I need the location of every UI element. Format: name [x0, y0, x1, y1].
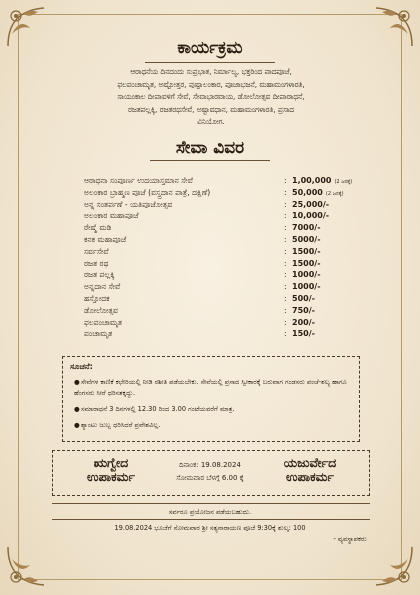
upakarma-label: ಉಪಾಕರ್ಮ — [286, 469, 334, 484]
seva-label: ಅಲಂಕಾರ ಬ್ರಾಹ್ಮಣ ಪೂಜೆ (ವಸ್ತ್ರದಾನ ಪಾತ್ರೆ, ದಕ್ಷಿಣೆ) — [84, 187, 211, 197]
upakarma-label: ಉಪಾಕರ್ಮ — [87, 469, 135, 484]
seva-amount-value: 1,00,000 — [292, 176, 332, 185]
yajurveda-upakarma — [262, 456, 358, 484]
seva-label: ಅನ್ನದಾನ ಸೇವೆ — [84, 282, 121, 292]
note-text: ಸಮಾರಾಧನೆ 3 ದಿನಗಳಲ್ಲಿ 12.30 ರಿಂದ 3.00 ಗಂಟೆಯವರೆಗೆ ಮಾತ್ರ. — [81, 405, 235, 413]
seva-label: ಅನ್ನ ಸಂತರ್ಪಣೆ - ಯತಿಪೂಜೋತ್ಸವ — [84, 199, 173, 209]
seva-row — [84, 246, 374, 258]
seva-label: ಕನಕ ಮಹಾಪೂಜೆ — [84, 235, 127, 244]
note-text: ಶ್ಯಾಂಟು ಜುಬ್ಬ ಧರಿಸಿದರೆ ಪ್ರವೇಶವಿಲ್ಲ. — [81, 421, 161, 429]
seva-note: (2 ಜನಕ್ಕೆ) — [325, 190, 344, 197]
seva-row — [84, 234, 374, 246]
seva-amount — [292, 269, 321, 281]
seva-amount-value: 7000/- — [292, 223, 321, 233]
seva-row — [84, 269, 374, 281]
corner-ornament-icon — [4, 543, 50, 589]
footer-divider — [52, 519, 370, 520]
seva-amount — [292, 293, 315, 305]
seva-label: ಪಂಚಾಮೃತ — [84, 329, 113, 339]
seva-amount-value: 1500/- — [292, 258, 321, 268]
seva-label: ಅಲಂಕಾರ ಮಹಾಪೂಜೆ — [84, 211, 139, 221]
seva-amount-value: 25,000/- — [292, 199, 330, 209]
upakarma-time: ಸೋಮವಾರ ಬೆಳಗ್ಗೆ 6.00 ಕ್ಕೆ — [176, 474, 244, 482]
footer-line: 19.08.2024 ಭೂಜೆಗೆ ಸೋಮವಾರ ಶ್ರೀ ಸತ್ಯನಾರಾಯಣ ಪೂಜೆ 9:30ಕ್ಕೆ ಶುಲ್ಕ: 100 — [114, 524, 306, 532]
colon-separator: : — [284, 199, 287, 209]
seva-row — [84, 222, 374, 234]
seva-amount-value: 500/- — [292, 294, 315, 303]
program-line: ವಿನಿಯೋಗ. — [197, 117, 225, 126]
seva-label: ರಜತ ಪಲ್ಲಕ್ಕಿ — [84, 270, 115, 280]
seva-row — [84, 328, 374, 340]
seva-label: ಫಲಪಂಚಾಮೃತ — [84, 317, 123, 327]
program-title: ಕಾರ್ಯಕ್ರಮ — [177, 38, 243, 58]
seva-amount — [292, 317, 315, 329]
seva-row — [84, 293, 374, 305]
colon-separator: : — [284, 211, 287, 221]
colon-separator: : — [284, 282, 287, 292]
seva-amount — [292, 210, 329, 222]
seva-row — [84, 199, 374, 211]
colon-separator: : — [284, 235, 287, 244]
program-line: ಫಲಪಂಚಾಮೃತ, ಅಷ್ಟೋತ್ತರ, ಪುಷ್ಪಾಲಂಕಾರ, ಪೂಜಾಭಜನೆ, ಮಹಾಮಂಗಳಾರತಿ, — [117, 79, 305, 89]
seva-row — [84, 210, 374, 222]
seva-note: (2 ಜನಕ್ಕೆ) — [334, 179, 353, 185]
seva-amount-value: 150/- — [292, 329, 315, 339]
bullet-icon: ● — [74, 405, 80, 413]
seva-title: ಸೇವಾ ವಿವರ — [175, 138, 245, 158]
colon-separator: : — [284, 176, 287, 185]
seva-row — [84, 305, 374, 317]
note-text: ಸೇವೆಗಳ ಕಾಣಿಕೆ ಕಛೇರಿಯಲ್ಲಿ ನೀಡಿ ರಶೀತಿ ಪಡೆಯಬೇಕು. ಸೇವೆಯಲ್ಲಿ ಪ್ರಸಾದ ಸ್ವೀಕಾರಕ್ಕೆ ಬರುವಾಗ ಗಂಡಸರು ಪಂಚೆ-ಶಲ್ಯ ಹಾಗೂ ಹೆಂಗಸರು ಸೀರೆ ಧರಿಸತಕ್ಕದ್ದು. — [74, 378, 347, 397]
seva-amount-value: 10,000/- — [292, 211, 330, 221]
seva-amount-value: 1000/- — [292, 270, 321, 280]
footer-divider — [52, 503, 370, 504]
seva-amount-value: 50,000 — [292, 187, 323, 197]
seva-label: ರಜತ ರಥ — [84, 258, 109, 268]
colon-separator: : — [284, 305, 287, 315]
seva-label: ಹಸ್ತೋದಕ — [84, 294, 110, 303]
seva-row — [84, 258, 374, 270]
seva-amount — [292, 281, 321, 293]
note-item — [74, 404, 354, 415]
bullet-icon: ● — [74, 421, 80, 429]
program-line: ರಜತಪಲ್ಲಕ್ಕಿ, ರಜತರಥಸೇವೆ, ಅಷ್ಟಾವಧಾನ, ಮಹಾಮಂಗಳಾರತಿ, ಪ್ರಸಾದ — [127, 104, 295, 114]
colon-separator: : — [284, 270, 287, 280]
seva-amount — [292, 305, 315, 317]
program-line: ಆರಾಧನೆಯ ದಿನದಂದು ಸುಪ್ರಭಾತ, ನಿರ್ಮಾಲ್ಯ, ಭಕ್ತರಿಂದ ಪಾದಪೂಜೆ, — [130, 67, 292, 76]
program-description — [56, 66, 366, 129]
seva-row — [84, 281, 374, 293]
seva-amount — [292, 328, 315, 340]
colon-separator: : — [284, 317, 287, 327]
seva-amount — [292, 222, 321, 234]
upakarma-date: ದಿನಾಂಕ: 19.08.2024 — [179, 461, 241, 469]
colon-separator: : — [284, 223, 287, 233]
seva-amount-value: 1000/- — [292, 282, 321, 292]
seva-row — [84, 187, 374, 199]
seva-row — [84, 317, 374, 329]
colon-separator: : — [284, 258, 287, 268]
title-underline — [150, 160, 270, 161]
rigveda-label: ಋಗ್ವೇದ — [93, 455, 129, 470]
yajurveda-label: ಯಜುರ್ವೇದ — [283, 455, 337, 470]
program-line: ಸಾಯಂಕಾಲ ದೀಪಾವಳಿಗೆ ಸೇವೆ, ಸೇವಾಭಾರವಾಯ, ಡೋಲೋತ್ಸವ ದೀಪಾರಾಧನೆ, — [117, 92, 305, 101]
seva-amount-value: 5000/- — [292, 235, 321, 244]
bullet-icon: ● — [74, 378, 80, 386]
colon-separator: : — [284, 294, 287, 303]
seva-row — [84, 175, 374, 187]
title-underline — [145, 62, 275, 63]
corner-ornament-icon — [370, 543, 416, 589]
seva-label: ಸರ್ವಸೇವೆ — [84, 246, 109, 256]
seva-label: ಆರಾಧನಾ ಸಂಪೂರ್ಣ ಉದಯಾಸ್ತಮಾನ ಸೇವೆ — [84, 176, 193, 185]
seva-amount-value: 200/- — [292, 317, 315, 327]
seva-amount — [292, 234, 321, 246]
colon-separator: : — [284, 246, 287, 256]
notes-title: ಸೂಚನೆ: — [70, 362, 93, 371]
note-item — [74, 420, 354, 431]
seva-amount — [292, 258, 321, 270]
footer-line: ಸರ್ವರೂ ಪ್ರಯೋಜನ ಪಡೆಯಬಹುದು. — [168, 508, 252, 516]
seva-amount — [292, 199, 329, 211]
colon-separator: : — [284, 187, 287, 197]
footer-signature: - ವ್ಯವಸ್ಥಾಪಕರು — [333, 535, 367, 543]
colon-separator: : — [284, 329, 287, 339]
seva-label: ರೇಷ್ಮೆ ಮಡಿ — [84, 223, 112, 233]
seva-amount-value: 1500/- — [292, 246, 321, 256]
note-item — [74, 377, 354, 398]
seva-amount-value: 750/- — [292, 305, 315, 315]
seva-label: ಡೋಲೋತ್ಸವ — [84, 305, 119, 315]
seva-amount — [292, 246, 321, 258]
